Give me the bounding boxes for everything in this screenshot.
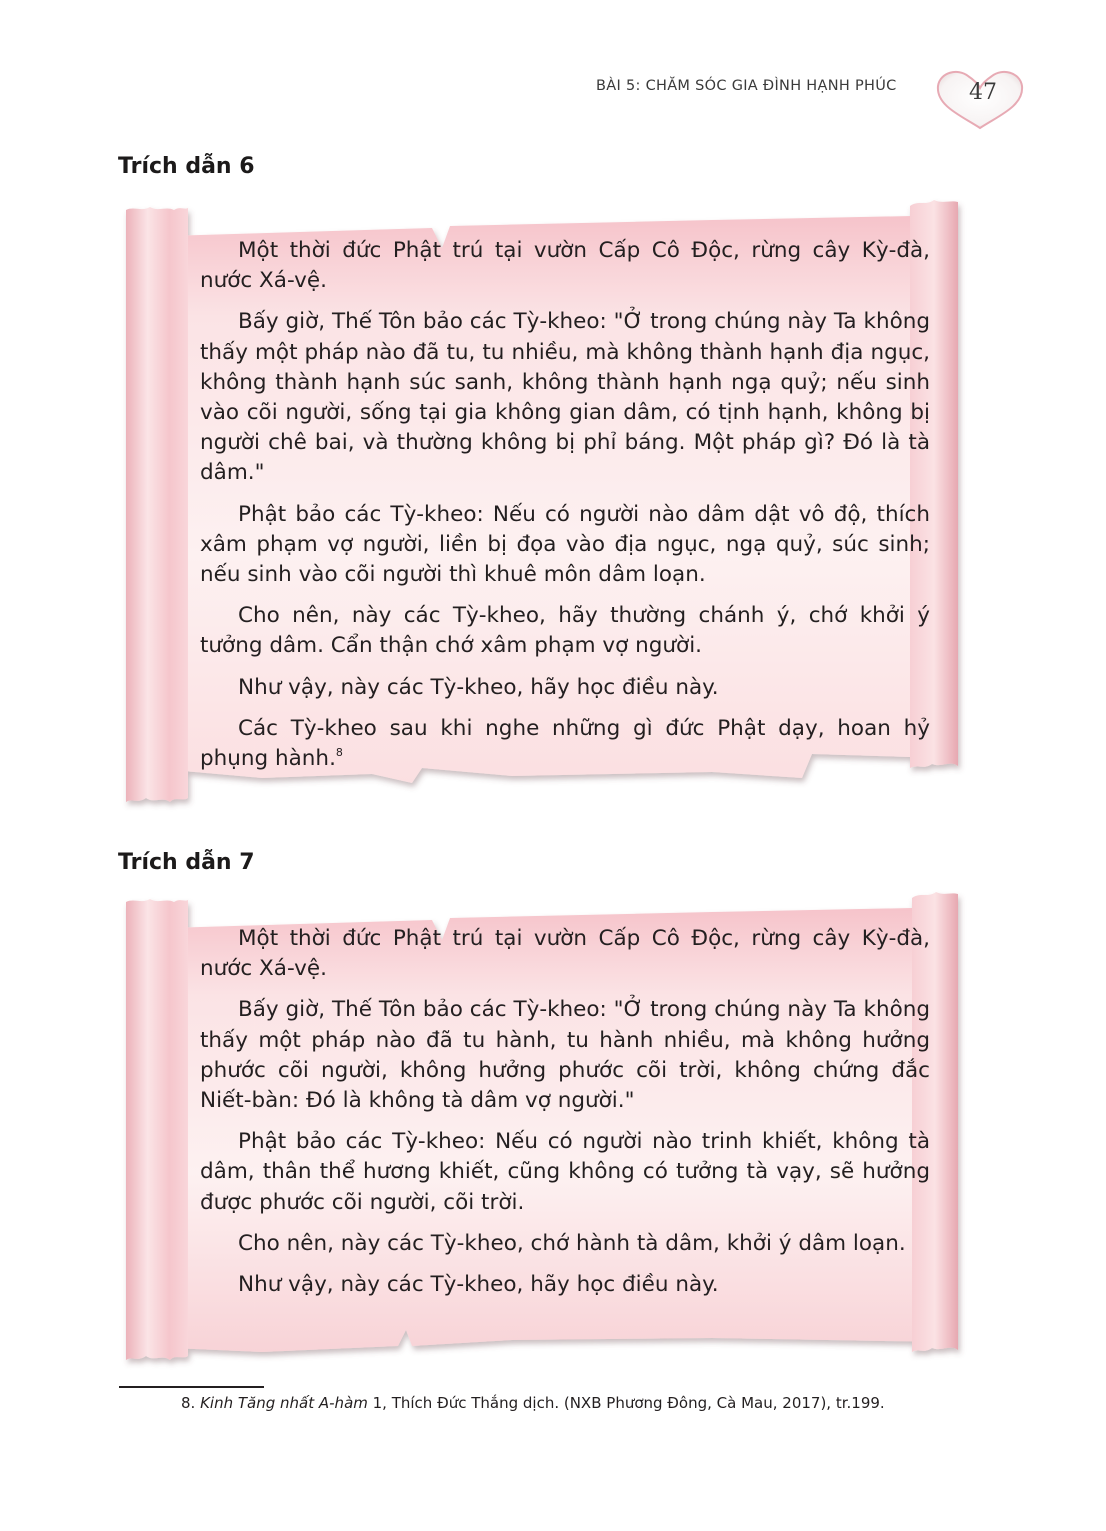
footnote-book-title: Kinh Tăng nhất A-hàm	[200, 1394, 368, 1412]
page-number: 47	[969, 80, 997, 105]
footnote-line	[119, 1392, 999, 1414]
parchment-scroll-quote-7	[112, 890, 992, 1370]
quote-6-last-paragraph	[200, 714, 930, 774]
quote-6-paragraph: Một thời đức Phật trú tại vườn Cấp Cô Độc, rừng cây Kỳ-đà, nước Xá-vệ.	[200, 238, 930, 294]
footnote-divider	[119, 1386, 264, 1388]
section-title-quote-7: Trích dẫn 7	[118, 850, 255, 875]
running-header-title: BÀI 5: CHĂM SÓC GIA ĐÌNH HẠNH PHÚC	[596, 78, 897, 94]
footnote-reference[interactable]: 8	[335, 746, 343, 760]
quote-6-paragraph: Phật bảo các Tỳ-kheo: Nếu có người nào dâm dật vô độ, thích xâm phạm vợ người, liền bị đọa vào địa ngục, ngạ quỷ, súc sinh; nếu sinh vào cõi người thì khuê môn dâm loạn.	[200, 501, 930, 588]
parchment-scroll-quote-6	[112, 198, 992, 828]
quote-7-paragraph: Như vậy, này các Tỳ-kheo, hãy học điều này.	[238, 1272, 719, 1298]
quote-6-paragraph: Như vậy, này các Tỳ-kheo, hãy học điều này.	[238, 674, 719, 700]
quote-6-body	[200, 236, 930, 785]
footnote-8	[119, 1392, 999, 1414]
quote-6-paragraph-text: Các Tỳ-kheo sau khi nghe những gì đức Phật dạy, hoan hỷ phụng hành.	[200, 715, 930, 772]
quote-7-paragraph: Cho nên, này các Tỳ-kheo, chớ hành tà dâm, khởi ý dâm loạn.	[238, 1230, 906, 1256]
section-title-quote-6: Trích dẫn 6	[118, 154, 255, 179]
footnote-number: 8.	[181, 1394, 196, 1412]
quote-6-paragraph: Bấy giờ, Thế Tôn bảo các Tỳ-kheo: "Ở trong chúng này Ta không thấy một pháp nào đã tu, tu nhiều, mà không thành hạnh địa ngục, không thành hạnh súc sanh, không thành hạnh ngạ quỷ; nếu sinh vào cõi người, sống tại gia không gian dâm, có tịnh hạnh, không bị người chê bai, và thường không bị phỉ báng. Một pháp gì? Đó là tà dâm."	[200, 309, 930, 486]
quote-7-paragraph: Phật bảo các Tỳ-kheo: Nếu có người nào trinh khiết, không tà dâm, thân thể hương khiết, cũng không có tưởng tà vạy, sẽ hưởng được phước cõi người, cõi trời.	[200, 1129, 930, 1215]
footnote-citation: 1, Thích Đức Thắng dịch. (NXB Phương Đông, Cà Mau, 2017), tr.199.	[367, 1394, 885, 1412]
quote-6-paragraph: Cho nên, này các Tỳ-kheo, hãy thường chánh ý, chớ khởi ý tưởng dâm. Cẩn thận chớ xâm phạm vợ người.	[200, 603, 930, 659]
quote-7-body	[200, 924, 930, 1311]
quote-7-paragraph: Bấy giờ, Thế Tôn bảo các Tỳ-kheo: "Ở trong chúng này Ta không thấy một pháp nào đã tu hành, tu hành nhiều, mà không hưởng phước cõi người, không hưởng phước cõi trời, không chứng đắc Niết-bàn: Đó là không tà dâm vợ người."	[200, 997, 930, 1114]
quote-7-paragraph: Một thời đức Phật trú tại vườn Cấp Cô Độc, rừng cây Kỳ-đà, nước Xá-vệ.	[200, 926, 930, 982]
